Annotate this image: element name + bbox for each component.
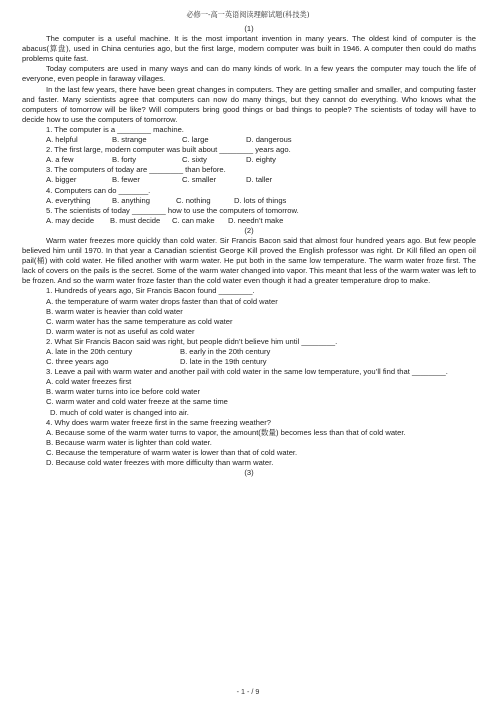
- question-2-1-option-a: A. the temperature of warm water drops faster than that of cold water: [46, 296, 278, 306]
- question-2-2-options-row-2: [22, 357, 476, 367]
- option-d: D. lots of things: [234, 195, 287, 205]
- option-b: B. anything: [112, 195, 150, 205]
- question-2-4-option-c: C. Because the temperature of warm water is lower than that of cold water.: [46, 447, 298, 457]
- option-d: D. eighty: [246, 155, 276, 165]
- option-c: C. smaller: [182, 175, 217, 185]
- option-c: C. sixty: [182, 155, 207, 165]
- question-2-1-stem: 1. Hundreds of years ago, Sir Francis Bacon found ________.: [46, 286, 255, 296]
- option-c: C. can make: [172, 215, 215, 225]
- option-c: C. large: [182, 135, 209, 145]
- option-d: D. taller: [246, 175, 273, 185]
- question-1-4-stem: 4. Computers can do _______.: [46, 185, 151, 195]
- option-a: A. bigger: [46, 175, 77, 185]
- option-b: B. strange: [112, 135, 147, 145]
- option-d: D. late in the 19th century: [180, 357, 267, 367]
- document-content: [22, 24, 476, 478]
- page-header-title: 必修一-高一英语阅读理解试题(科技类): [186, 10, 310, 19]
- question-2-1-option-d: D. warm water is not as useful as cold water: [46, 326, 195, 336]
- option-c: C. nothing: [176, 195, 211, 205]
- passage-1-paragraph-3: In the last few years, there have been great changes in computers. They are getting smaller and smaller, and computing faster and faster. Many scientists agree that computers can now do many things, but they cannot do everything. Who knows what the computers of tomorrow will be like? Will computers bring good things or bad things to people? The scientists of today will have to decide how to use the computers of tomorrow.: [22, 84, 476, 124]
- question-2-2-stem: 2. What Sir Francis Bacon said was right, but people didn’t believe him until ________.: [46, 336, 338, 346]
- option-b: B. early in the 20th century: [180, 347, 271, 356]
- question-2-3-option-b: B. warm water turns into ice before cold water: [46, 387, 201, 397]
- question-1-1-stem: 1. The computer is a ________ machine.: [46, 124, 184, 134]
- question-1-1-options: [22, 135, 476, 145]
- option-c: C. three years ago: [46, 357, 109, 367]
- question-1-4-options: [22, 196, 476, 206]
- question-2-4-option-a: A. Because some of the warm water turns to vapor, the amount(数量) becomes less than that of cold water.: [46, 427, 406, 437]
- option-a: A. late in the 20th century: [46, 347, 133, 356]
- question-2-2-options-row-1: [22, 347, 476, 357]
- question-2-3-stem: 3. Leave a pail with warm water and another pail with cold water in the same low temperature, you’ll find that ________.: [46, 367, 448, 377]
- question-2-4-option-d: D. Because cold water freezes with more difficulty than warm water.: [46, 458, 274, 468]
- option-b: B. forty: [112, 155, 137, 165]
- option-b: B. fewer: [112, 175, 140, 185]
- question-1-5-options: [22, 216, 476, 226]
- question-2-1-option-c: C. warm water has the same temperature as cold water: [46, 316, 233, 326]
- question-1-2-stem: 2. The first large, modern computer was built about ________ years ago.: [46, 145, 291, 155]
- question-1-2-options: [22, 155, 476, 165]
- passage-2-paragraph: Warm water freezes more quickly than cold water. Sir Francis Bacon said that almost four hundred years ago. But few people believed him until 1970. In that year a Canadian scientist George Kill proved the English professor was right. Dr Kill filled an open oil pail(桶) with cold water. He filled another with warm water. He put both in the same low temperature. The warm water froze first. The lack of covers on the pails is the secret. Some of the warm water changed into vapor. This meant that less of the warm water was left to be frozen. And so the warm water froze faster than the cold water even though it had a greater temperature drop to make.: [22, 235, 477, 286]
- option-a: A. helpful: [46, 135, 78, 145]
- passage-1-paragraph-2: Today computers are used in many ways and can do many kinds of work. In a few years the computer may touch the life of everyone, even people in faraway villages.: [22, 64, 476, 84]
- option-a: A. everything: [46, 195, 91, 205]
- option-a: A. a few: [46, 155, 74, 165]
- page-number-footer: - 1 - / 9: [236, 687, 260, 696]
- question-1-3-stem: 3. The computers of today are ________ than before.: [46, 165, 226, 175]
- passage-1-paragraph-1: The computer is a useful machine. It is the most important invention in many years. The oldest kind of computer is the abacus(算盘), used in China centuries ago, but the first large, modern computer was built in 1946. A computer then could do maths problems quite fast.: [22, 34, 476, 64]
- option-b: B. must decide: [110, 215, 161, 225]
- question-2-3-option-d: D. much of cold water is changed into air.: [50, 407, 189, 417]
- question-2-4-option-b: B. Because warm water is lighter than cold water.: [46, 437, 212, 447]
- question-1-3-options: [22, 175, 476, 185]
- question-2-4-stem: 4. Why does warm water freeze first in the same freezing weather?: [46, 417, 271, 427]
- section-3-number: (3): [244, 468, 254, 478]
- option-a: A. may decide: [46, 215, 95, 225]
- section-1-number: (1): [244, 24, 254, 33]
- section-2-number: (2): [244, 225, 254, 235]
- question-2-1-option-b: B. warm water is heavier than cold water: [46, 306, 183, 316]
- option-d: D. dangerous: [246, 135, 292, 145]
- question-1-5-stem: 5. The scientists of today ________ how to use the computers of tomorrow.: [46, 205, 299, 215]
- question-2-3-option-c: C. warm water and cold water freeze at the same time: [46, 397, 228, 407]
- question-2-3-option-a: A. cold water freezes first: [46, 377, 132, 387]
- option-d: D. needn’t make: [228, 215, 284, 225]
